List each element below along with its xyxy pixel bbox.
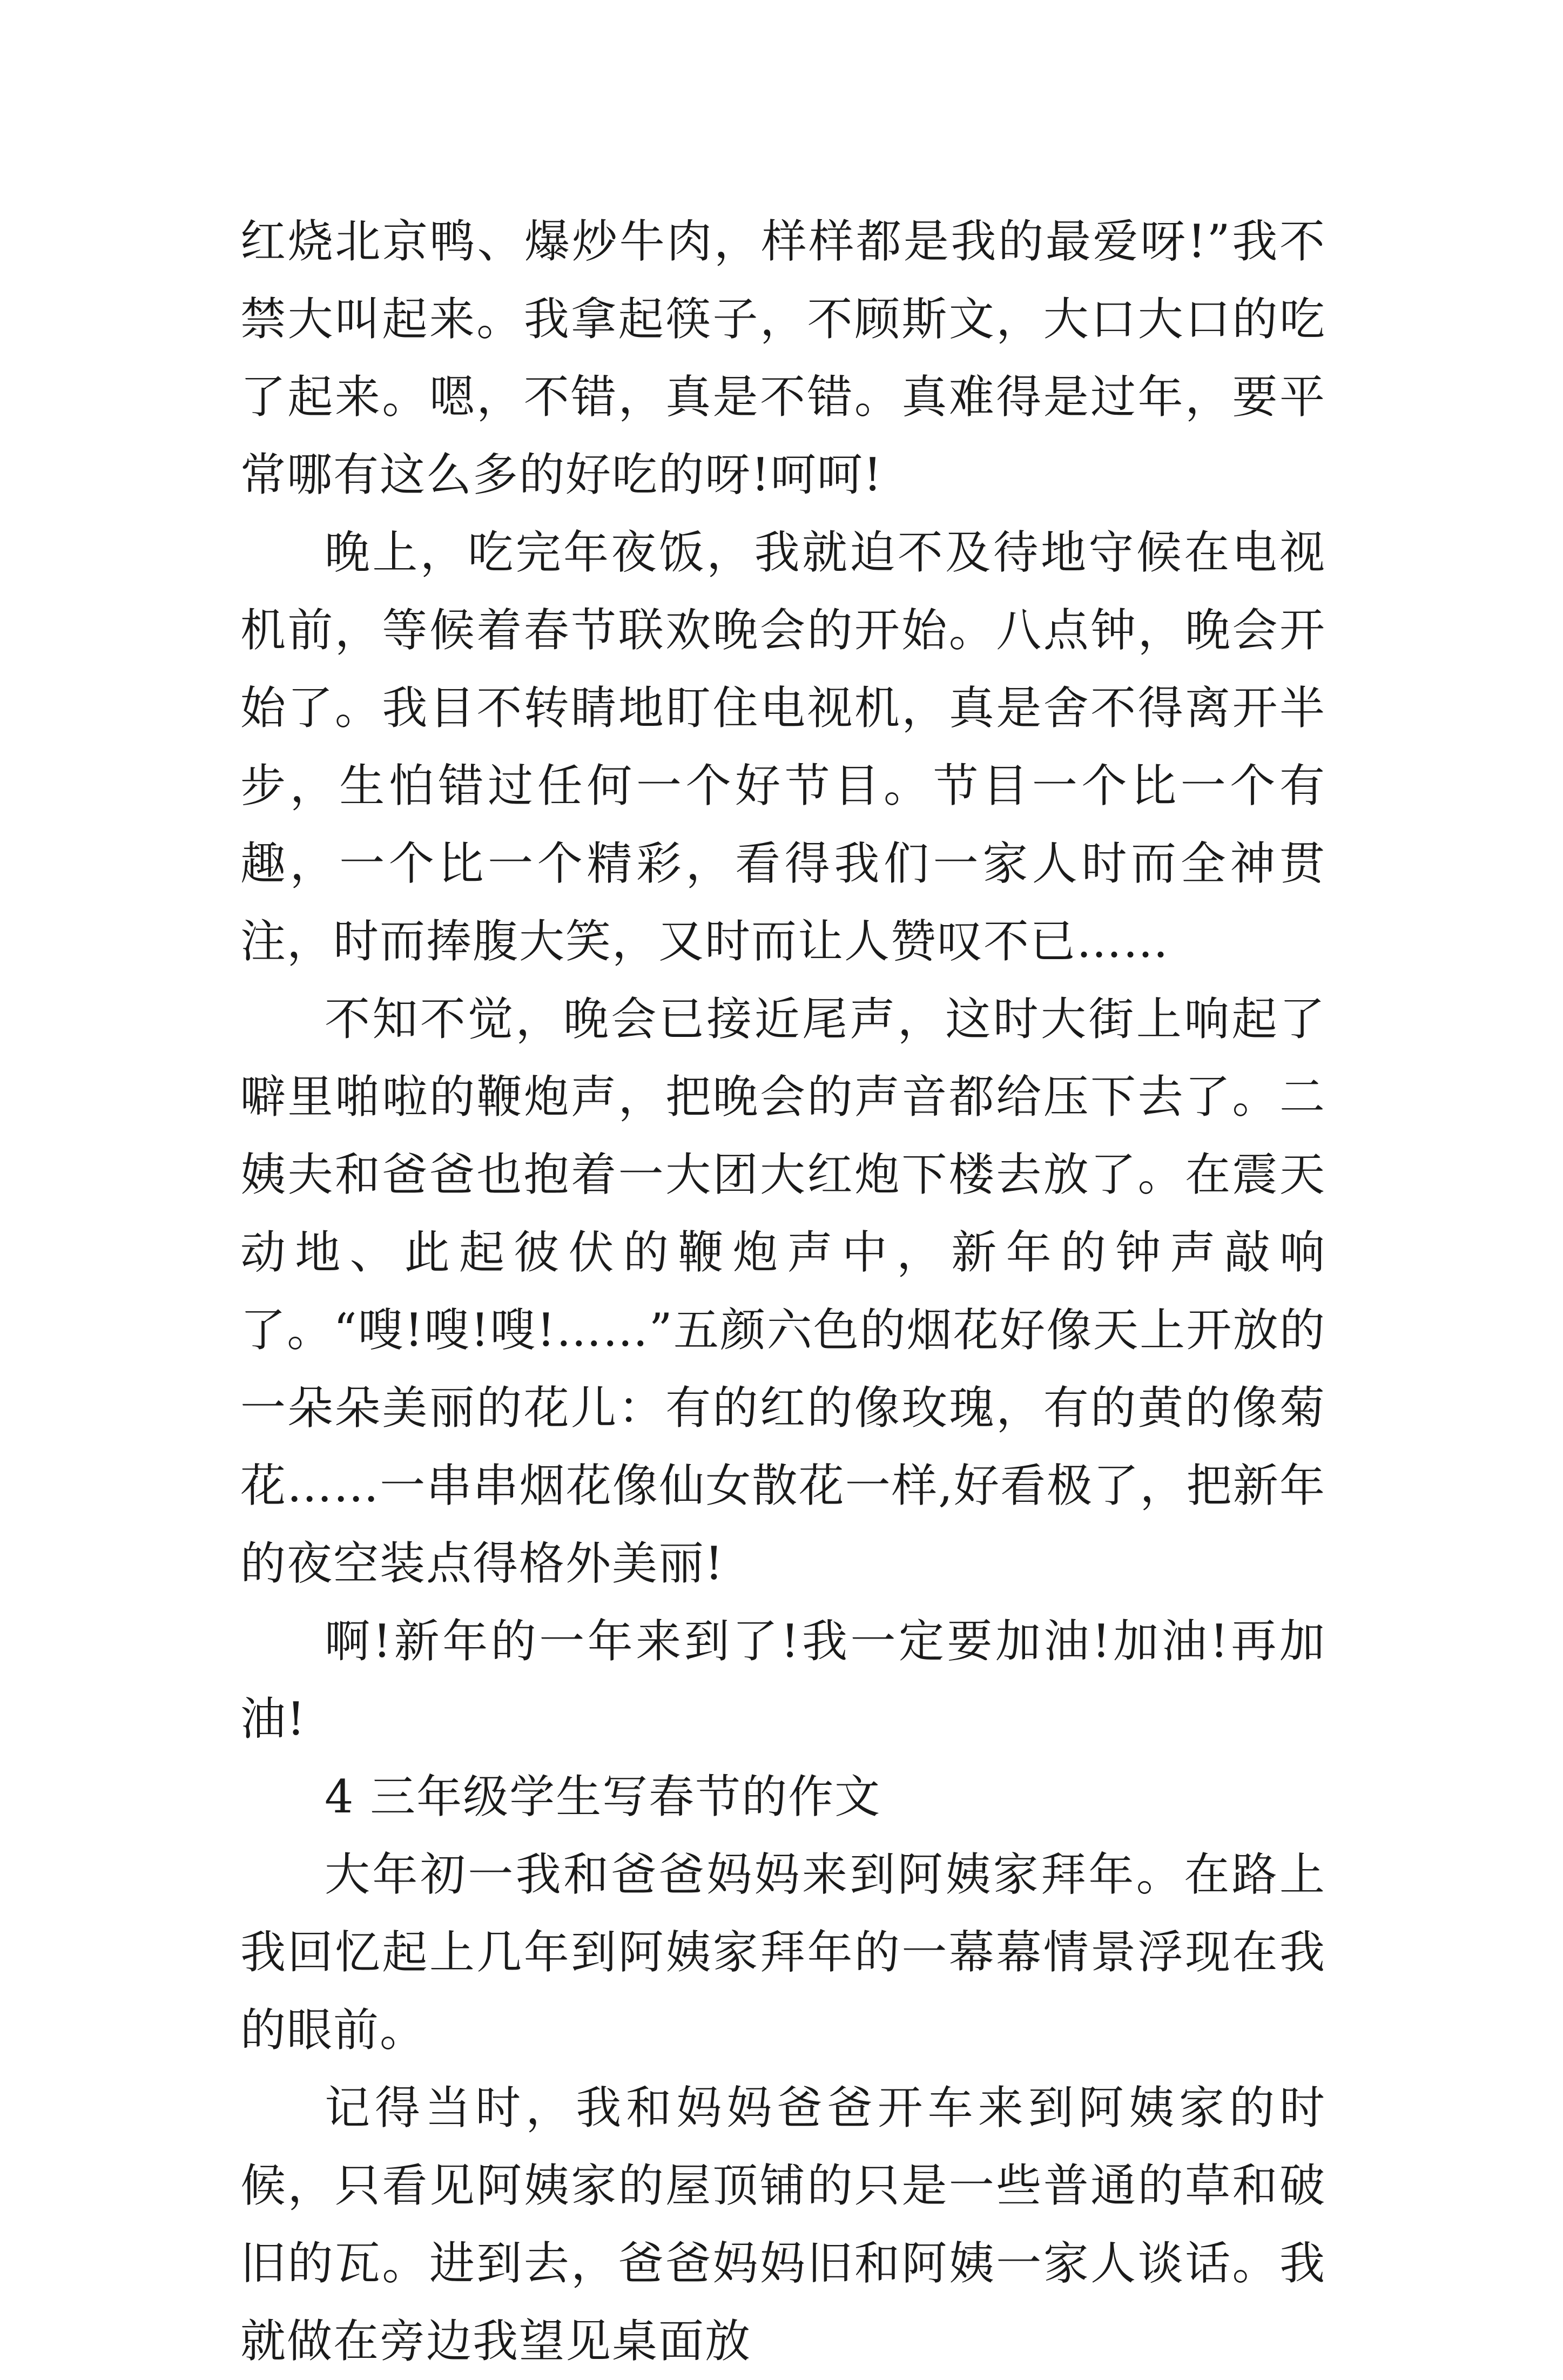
section-heading: 4 三年级学生写春节的作文 [325,1770,881,1823]
paragraph-1: 红烧北京鸭、爆炒牛肉，样样都是我的最爱呀!”我不禁大叫起来。我拿起筷子，不顾斯文，大口大口的吃了起来。嗯，不错，真是不错。真难得是过年，要平常哪有这么多的好吃的呀!呵呵! [240,215,1326,501]
paragraph-6: 记得当时，我和妈妈爸爸开车来到阿姨家的时候，只看见阿姨家的屋顶铺的只是一些普通的草和破旧的瓦。进到去，爸爸妈妈旧和阿姨一家人谈话。我就做在旁边我望见桌面放 [240,2081,1326,2368]
paragraph-5: 大年初一我和爸爸妈妈来到阿姨家拜年。在路上我回忆起上几年到阿姨家拜年的一幕幕情景浮现在我的眼前。 [240,1848,1326,2057]
paragraph-3: 不知不觉，晚会已接近尾声，这时大街上响起了噼里啪啦的鞭炮声，把晚会的声音都给压下去了。二姨夫和爸爸也抱着一大团大红炮下楼去放了。在震天动地、此起彼伏的鞭炮声中，新年的钟声敲响了。“嗖!嗖!嗖!……”五颜六色的烟花好像天上开放的一朵朵美丽的花儿：有的红的像玫瑰，有的黄的像菊花……一串串烟花像仙女散花一样,好看极了，把新年的夜空装点得格外美丽! [240,993,1326,1590]
paragraph-4: 啊!新年的一年来到了!我一定要加油!加油!再加油! [240,1615,1326,1745]
paragraph-2: 晚上，吃完年夜饭，我就迫不及待地守候在电视机前，等候着春节联欢晚会的开始。八点钟，晚会开始了。我目不转睛地盯住电视机，真是舍不得离开半步，生怕错过任何一个好节目。节目一个比一个有趣，一个比一个精彩，看得我们一家人时而全神贯注，时而捧腹大笑，又时而让人赞叹不已…… [240,526,1326,968]
document-body [240,203,1326,2380]
